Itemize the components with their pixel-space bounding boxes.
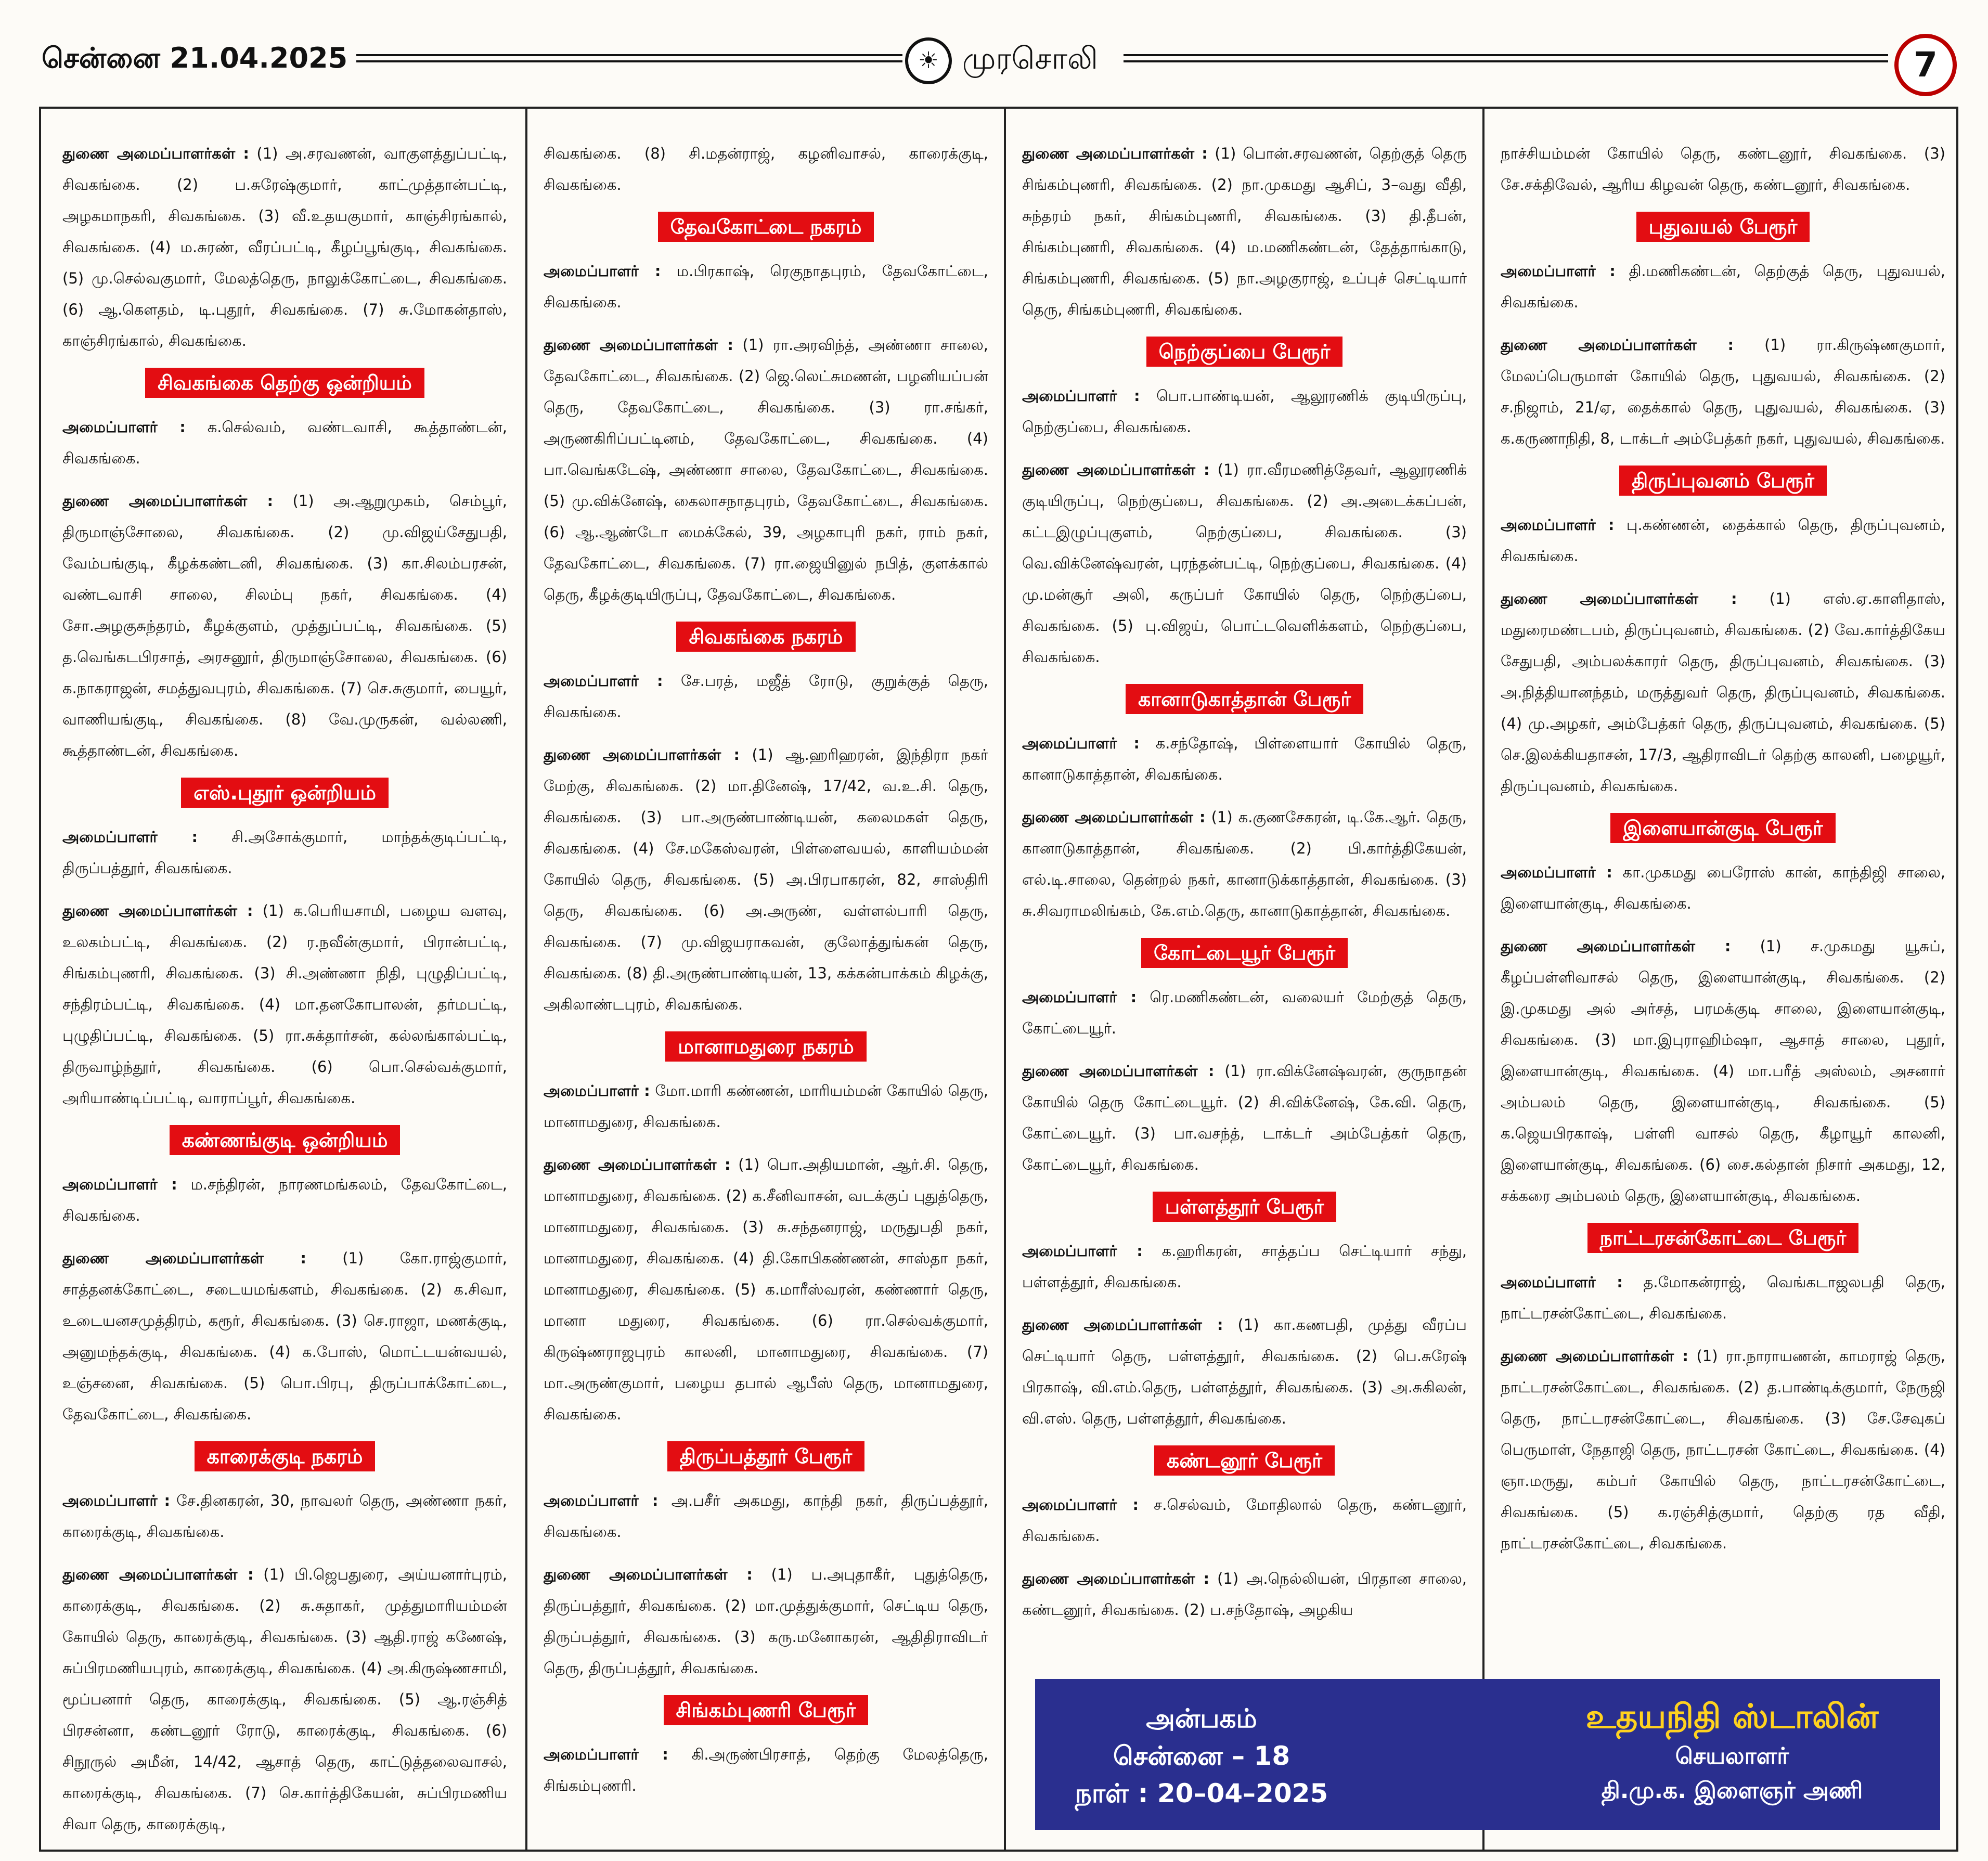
entry-text: (1) பி.ஜெபதுரை, அய்யனார்புரம், காரைக்குடி, சிவகங்கை. (2) சு.சுதாகர், முத்துமாரியம்மன் கோயில் தெரு, காரைக்குடி, சிவகங்கை. (3) ஆதி.ராஜ் கணேஷ், சுப்பிரமணியபுரம், காரைக்குடி, சிவகங்கை. (4) அ.கிருஷ்ணசாமி, மூப்பனார் தெரு, காரைக்குடி, சிவகங்கை. (5) ஆ.ரஞ்சித் பிரசன்னா, கண்டனூர் ரோடு, காரைக்குடி, சிவகங்கை. (6) சிநூருல் அமீன், 14/42, ஆசாத் தெரு, காட்டுத்தலைவாசல், காரைக்குடி, சிவகங்கை. (7) செ.கார்த்திகேயன், சுப்பிரமணிய சிவா தெரு, காரைக்குடி, xyxy=(62,1566,507,1833)
entry-text: சிவகங்கை. (8) சி.மதன்ராஜ், கழனிவாசல், காரைக்குடி, சிவகங்கை. xyxy=(544,145,988,193)
organiser-label: அமைப்பாளர் : xyxy=(1501,516,1615,534)
organiser-entry xyxy=(544,1739,988,1801)
masthead-rule-right xyxy=(1124,54,1888,56)
column-rule xyxy=(525,107,527,1852)
page-number: 7 xyxy=(1894,34,1957,96)
masthead-rule-left-2 xyxy=(356,60,902,62)
signature-box xyxy=(1035,1679,1940,1830)
newspaper-name: முரசொலி xyxy=(962,41,1098,76)
deputy-organisers-label: துணை அமைப்பாளர்கள் : xyxy=(1501,590,1737,608)
signature-address xyxy=(1056,1700,1347,1812)
deputy-organisers-label: துணை அமைப்பாளர்கள் : xyxy=(1022,808,1206,826)
deputy-organisers-entry xyxy=(1022,1563,1467,1625)
deputy-organisers-entry xyxy=(1501,583,1945,802)
entry-text: (1) எஸ்.ஏ.காளிதாஸ், மதுரைமண்டபம், திருப்புவனம், சிவகங்கை. (2) வே.கார்த்திகேய சேதுபதி, அம்பலக்காரர் தெரு, திருப்புவனம், சிவகங்கை. (3) அ.நித்தியானந்தம், மருத்துவர் தெரு, திருப்புவனம், சிவகங்கை. (4) மு.அழகர், அம்பேத்கர் தெரு, திருப்புவனம், சிவகங்கை. (5) செ.இலக்கியதாசன், 17/3, ஆதிராவிடர் தெற்கு காலனி, பழையூர், திருப்புவனம், சிவகங்கை. xyxy=(1501,590,1945,795)
organiser-entry xyxy=(1501,857,1945,919)
deputy-organisers-label: துணை அமைப்பாளர்கள் : xyxy=(1501,1347,1689,1365)
deputy-organisers-label: துணை அமைப்பாளர்கள் : xyxy=(62,902,253,920)
deputy-organisers-entry xyxy=(1501,329,1945,454)
organiser-label: அமைப்பாளர் : xyxy=(1022,988,1137,1006)
organiser-entry xyxy=(544,255,988,318)
entry-text: (1) அ.நெல்லியன், பிரதான சாலை, கண்டனூர், சிவகங்கை. (2) ப.சந்தோஷ், அழகிய xyxy=(1022,1570,1467,1619)
entry-text: (1) க.குணசேகரன், டி.கே.ஆர். தெரு, கானாடுகாத்தான், சிவகங்கை. (2) பி.கார்த்திகேயன், எல்.டி.சாலை, தென்றல் நகர், கானாடுக்காத்தான், சிவகங்கை. (3) சு.சிவராமலிங்கம், கே.எம்.தெரு, கானாடுகாத்தான், சிவகங்கை. xyxy=(1022,808,1467,920)
section-heading: கோட்டையூர் பேரூர் xyxy=(1141,938,1348,968)
entry-text: மோ.மாரி கண்ணன், மாரியம்மன் கோயில் தெரு, மானாமதுரை, சிவகங்கை. xyxy=(544,1082,988,1131)
section-heading: புதுவயல் பேரூர் xyxy=(1636,212,1810,242)
organiser-entry xyxy=(1022,728,1467,790)
organiser-label: அமைப்பாளர் : xyxy=(1501,262,1616,280)
entry-text: (1) ஆ.ஹரிஹரன், இந்திரா நகர் மேற்கு, சிவகங்கை. (2) மா.தினேஷ், 17/42, வ.உ.சி. தெரு, சிவகங்கை. (3) பா.அருண்பாண்டியன், கலைமகள் தெரு, சிவகங்கை. (4) சே.மகேஸ்வரன், பிள்ளைவயல், காளியம்மன் கோயில் தெரு, சிவகங்கை. (5) அ.பிரபாகரன், 82, சாஸ்திரி தெரு, சிவகங்கை. (6) அ.அருண், வள்ளல்பாரி தெரு, சிவகங்கை. (7) மு.விஜயராகவன், குலோத்துங்கன் தெரு, சிவகங்கை. (8) தி.அருண்பாண்டியன், 13, கக்கன்பாக்கம் கிழக்கு, அகிலாண்டபுரம், சிவகங்கை. xyxy=(544,746,988,1013)
organiser-label: அமைப்பாளர் : xyxy=(1501,1273,1623,1291)
deputy-organisers-label: துணை அமைப்பாளர்கள் : xyxy=(62,492,274,510)
organiser-label: அமைப்பாளர் : xyxy=(62,828,198,846)
dateline: சென்னை 21.04.2025 xyxy=(42,42,348,74)
entry-text: (1) பொன்.சரவணன், தெற்குத் தெரு சிங்கம்புணரி, சிவகங்கை. (2) நா.முகமது ஆசிப், 3–வது வீதி, சுந்தரம் நகர், சிங்கம்புணரி, சிவகங்கை. (3) தி.தீபன், சிங்கம்புணரி, சிவகங்கை. (4) ம.மணிகண்டன், தேத்தாங்காடு, சிங்கம்புணரி, சிவகங்கை. (5) நா.அழகுராஜ், உப்புச் செட்டியார் தெரு, சிங்கம்புணரி, சிவகங்கை. xyxy=(1022,145,1467,318)
organiser-label: அமைப்பாளர் : xyxy=(1022,1496,1139,1514)
deputy-organisers-label: துணை அமைப்பாளர்கள் : xyxy=(544,1156,731,1173)
organiser-label: அமைப்பாளர் : xyxy=(62,418,186,436)
address-date: நாள் : 20–04–2025 xyxy=(1075,1778,1328,1808)
entry-text: நாச்சியம்மன் கோயில் தெரு, கண்டனூர், சிவகங்கை. (3) சே.சக்திவேல், ஆரிய கிழவன் தெரு, கண்டனூர், சிவகங்கை. xyxy=(1501,145,1945,193)
entry-text: (1) ரா.கிருஷ்ணகுமார், மேலப்பெருமாள் கோயில் தெரு, புதுவயல், சிவகங்கை. (2) ச.நிஜாம், 21/ஏ, தைக்கால் தெரு, புதுவயல், சிவகங்கை. (3) க.கருணாநிதி, 8, டாக்டர் அம்பேத்கர் நகர், புதுவயல், சிவகங்கை. xyxy=(1501,336,1945,447)
section-heading: சிவகங்கை தெற்கு ஒன்றியம் xyxy=(145,368,424,398)
column-2 xyxy=(544,138,988,1844)
section-heading: திருப்பத்தூர் பேரூர் xyxy=(667,1441,865,1471)
deputy-organisers-label: துணை அமைப்பாளர்கள் : xyxy=(1022,145,1208,162)
section-heading: பள்ளத்தூர் பேரூர் xyxy=(1153,1192,1336,1222)
organiser-entry xyxy=(62,821,507,884)
organiser-label: அமைப்பாளர் : xyxy=(544,1492,659,1509)
entry-text: (1) அ.ஆறுமுகம், செம்பூர், திருமாஞ்சோலை, சிவகங்கை. (2) மு.விஜய்சேதுபதி, வேம்பங்குடி, கீழக்கண்டனி, சிவகங்கை. (3) கா.சிலம்பரசன், வண்டவாசி சாலை, சிலம்பு நகர், சிவகங்கை. (4) சோ.அழகுசுந்தரம், கீழக்குளம், முத்துப்பட்டி, சிவகங்கை. (5) த.வெங்கடபிரசாத், அரசனூர், திருமாஞ்சோலை, சிவகங்கை. (6) க.நாகராஜன், சமத்துவபுரம், சிவகங்கை. (7) செ.சுகுமார், பையூர், வாணியங்குடி, சிவகங்கை. (8) வே.முருகன், வல்லணி, கூத்தாண்டன், சிவகங்கை. xyxy=(62,492,507,759)
entry-text: கா.முகமது பைரோஸ் கான், காந்திஜி சாலை, இளையான்குடி, சிவகங்கை. xyxy=(1501,863,1945,912)
section-heading: திருப்புவனம் பேரூர் xyxy=(1619,466,1827,496)
organiser-entry xyxy=(544,1485,988,1547)
organiser-entry xyxy=(62,411,507,474)
entry-text: (1) அ.சரவணன், வாகுளத்துப்பட்டி, சிவகங்கை. (2) ப.சுரேஷ்குமார், காட்முத்தான்பட்டி, அழகமாநகரி, சிவகங்கை. (3) வீ.உதயகுமார், காஞ்சிரங்கால், சிவகங்கை. (4) ம.சுரண், வீரப்பட்டி, கீழப்பூங்குடி, சிவகங்கை. (5) மு.செல்வகுமார், மேலத்தெரு, நாலுக்கோட்டை, சிவகங்கை. (6) ஆ.கௌதம், டி.புதூர், சிவகங்கை. (7) சு.மோகன்தாஸ், காஞ்சிரங்கால், சிவகங்கை. xyxy=(62,145,507,350)
signatory-title: செயலாளர் xyxy=(1675,1743,1789,1769)
deputy-organisers-entry xyxy=(62,138,507,356)
signatory-name: உதயநிதி ஸ்டாலின் xyxy=(1585,1698,1879,1736)
organiser-label: அமைப்பாளர் : xyxy=(544,672,663,690)
organiser-entry xyxy=(1501,255,1945,318)
organiser-entry xyxy=(62,1169,507,1231)
entry-text: க.சந்தோஷ், பிள்ளையார் கோயில் தெரு, கானாடுகாத்தான், சிவகங்கை. xyxy=(1022,734,1467,783)
organiser-entry xyxy=(544,665,988,728)
organiser-label: அமைப்பாளர் : xyxy=(544,1082,650,1100)
organiser-entry xyxy=(1022,1489,1467,1552)
rising-sun-logo-icon: ☀ xyxy=(905,37,952,84)
entry-text: (1) ரா.விக்னேஷ்வரன், குருநாதன் கோயில் தெரு கோட்டையூர். (2) சி.விக்னேஷ், கே.வி. தெரு, கோட்டையூர். (3) பா.வசந்த், டாக்டர் அம்பேத்கர் தெரு, கோட்டையூர், சிவகங்கை. xyxy=(1022,1062,1467,1173)
entry-text: கி.அருண்பிரசாத், தெற்கு மேலத்தெரு, சிங்கம்புணரி. xyxy=(544,1746,988,1794)
section-heading: நாட்டரசன்கோட்டை பேரூர் xyxy=(1587,1223,1859,1253)
deputy-organisers-entry xyxy=(1022,138,1467,325)
section-heading: மானாமதுரை நகரம் xyxy=(665,1031,866,1062)
deputy-organisers-entry xyxy=(62,1559,507,1840)
deputy-organisers-entry xyxy=(544,1559,988,1684)
column-rule xyxy=(1004,107,1006,1852)
entry-text: (1) கோ.ராஜ்குமார், சாத்தனக்கோட்டை, சடையமங்களம், சிவகங்கை. (2) க.சிவா, உடையனசமுத்திரம், கரூர், சிவகங்கை. (3) செ.ராஜா, மணக்குடி, அனுமந்தக்குடி, சிவகங்கை. (4) க.போஸ், மொட்டயன்வயல், உஞ்சனை, சிவகங்கை. (5) பொ.பிரபு, திருப்பாக்கோட்டை, தேவகோட்டை, சிவகங்கை. xyxy=(62,1249,507,1423)
entry-text: பு.கண்ணன், தைக்கால் தெரு, திருப்புவனம், சிவகங்கை. xyxy=(1501,516,1945,565)
organiser-label: அமைப்பாளர் : xyxy=(1022,734,1140,752)
section-heading: நெற்குப்பை பேரூர் xyxy=(1146,337,1343,367)
masthead-rule-left xyxy=(356,54,902,56)
entry-text: சே.பரத், மஜீத் ரோடு, குறுக்குத் தெரு, சிவகங்கை. xyxy=(544,672,988,721)
deputy-organisers-label: துணை அமைப்பாளர்கள் : xyxy=(1022,1570,1210,1587)
signatory-organisation: தி.மு.க. இளைஞர் அணி xyxy=(1601,1777,1863,1804)
deputy-organisers-label: துணை அமைப்பாளர்கள் : xyxy=(62,145,249,162)
deputy-organisers-label: துணை அமைப்பாளர்கள் : xyxy=(1501,937,1731,955)
entry-text: க.ஹரிகரன், சாத்தப்ப செட்டியார் சந்து, பள்ளத்தூர், சிவகங்கை. xyxy=(1022,1242,1467,1291)
entry-text: (1) பொ.அதியமான், ஆர்.சி. தெரு, மானாமதுரை, சிவகங்கை. (2) க.சீனிவாசன், வடக்குப் புதுத்தெரு, மானாமதுரை, சிவகங்கை. (3) சு.சந்தனராஜ், மருதுபதி நகர், மானாமதுரை, சிவகங்கை. (4) தி.கோபிகண்ணன், சாஸ்தா நகர், மானாமதுரை, சிவகங்கை. (5) க.மாரீஸ்வரன், கண்ணார் தெரு, மானா மதுரை, சிவகங்கை. (6) ரா.செல்வக்குமார், கிருஷ்ணராஜபுரம் காலனி, மானாமதுரை, சிவகங்கை. (7) மா.அருண்குமார், பழைய தபால் ஆபீஸ் தெரு, மானாமதுரை, சிவகங்கை. xyxy=(544,1156,988,1423)
organiser-entry xyxy=(1501,1266,1945,1329)
deputy-organisers-label: துணை அமைப்பாளர்கள் : xyxy=(544,746,740,764)
entry-text: (1) கா.கணபதி, முத்து வீரப்ப செட்டியார் தெரு, பள்ளத்தூர், சிவகங்கை. (2) பெ.சுரேஷ் பிரகாஷ், வி.எம்.தெரு, பள்ளத்தூர், சிவகங்கை. (3) அ.சுகிலன், வி.எஸ். தெரு, பள்ளத்தூர், சிவகங்கை. xyxy=(1022,1316,1467,1427)
entry-text: (1) ரா.வீரமணித்தேவர், ஆலூரணிக் குடியிருப்பு, நெற்குப்பை, சிவகங்கை. (2) அ.அடைக்கப்பன், கட்டஇழுப்புகுளம், நெற்குப்பை, சிவகங்கை. (3) வெ.விக்னேஷ்வரன், புரந்தன்பட்டி, நெற்குப்பை, சிவகங்கை. (4) மு.மன்சூர் அலி, கருப்பர் கோயில் தெரு, நெற்குப்பை, சிவகங்கை. (5) பு.விஜய், பொட்டவெளிக்களம், நெற்குப்பை, சிவகங்கை. xyxy=(1022,461,1467,666)
column-1 xyxy=(62,138,507,1844)
deputy-organisers-label: துணை அமைப்பாளர்கள் : xyxy=(62,1249,306,1267)
organiser-label: அமைப்பாளர் : xyxy=(1022,1242,1143,1260)
continued-text xyxy=(544,138,988,200)
entry-text: (1) ரா.அரவிந்த், அண்ணா சாலை, தேவகோட்டை, சிவகங்கை. (2) ஜெ.லெட்சுமணன், பழனியப்பன் தெரு, தேவகோட்டை, சிவகங்கை. (3) ரா.சங்கர், அருணகிரிப்பட்டினம், தேவகோட்டை, சிவகங்கை. (4) பா.வெங்கடேஷ், அண்ணா சாலை, தேவகோட்டை, சிவகங்கை. (5) மு.விக்னேஷ், கைலாசநாதபுரம், தேவகோட்டை, சிவகங்கை. (6) ஆ.ஆண்டோ மைக்கேல், 39, அழகாபுரி நகர், ராம் நகர், தேவகோட்டை, சிவகங்கை. (7) ரா.ஜையினுல் நபித், குளக்கால் தெரு, கீழக்குடியிருப்பு, தேவகோட்டை, சிவகங்கை. xyxy=(544,336,988,603)
deputy-organisers-entry xyxy=(544,739,988,1020)
entry-text: தி.மணிகண்டன், தெற்குத் தெரு, புதுவயல், சிவகங்கை. xyxy=(1501,262,1945,311)
organiser-entry xyxy=(1501,509,1945,572)
section-heading: இளையான்குடி பேரூர் xyxy=(1610,813,1835,843)
entry-text: (1) ப.அபுதாகீர், புதுத்தெரு, திருப்பத்தூர், சிவகங்கை. (2) மா.முத்துக்குமார், செட்டிய தெரு, திருப்பத்தூர், சிவகங்கை. (3) கரு.மனோகரன், ஆதிதிராவிடர் தெரு, திருப்பத்தூர், சிவகங்கை. xyxy=(544,1566,988,1677)
entry-text: பொ.பாண்டியன், ஆலூரணிக் குடியிருப்பு, நெற்குப்பை, சிவகங்கை. xyxy=(1022,387,1467,436)
deputy-organisers-label: துணை அமைப்பாளர்கள் : xyxy=(1022,461,1210,479)
masthead-rule-right-2 xyxy=(1124,60,1888,62)
deputy-organisers-label: துணை அமைப்பாளர்கள் : xyxy=(544,336,733,354)
entry-text: ம.பிரகாஷ், ரெகுநாதபுரம், தேவகோட்டை, சிவகங்கை. xyxy=(544,262,988,311)
entry-text: ச.செல்வம், மோதிலால் தெரு, கண்டனூர், சிவகங்கை. xyxy=(1022,1496,1467,1545)
section-heading: கானாடுகாத்தான் பேரூர் xyxy=(1126,684,1363,714)
organiser-label: அமைப்பாளர் : xyxy=(62,1492,171,1509)
deputy-organisers-entry xyxy=(62,1243,507,1430)
deputy-organisers-label: துணை அமைப்பாளர்கள் : xyxy=(62,1566,254,1583)
address-line-2: சென்னை – 18 xyxy=(1113,1741,1290,1771)
entry-text: (1) ரா.நாராயணன், காமராஜ் தெரு, நாட்டரசன்கோட்டை, சிவகங்கை. (2) த.பாண்டிக்குமார், நேருஜி தெரு, நாட்டரசன்கோட்டை, சிவகங்கை. (3) சே.சேவுகப் பெருமாள், நேதாஜி தெரு, நாட்டரசன் கோட்டை, சிவகங்கை. (4) ஞா.மருது, கம்பர் கோயில் தெரு, நாட்டரசன்கோட்டை, சிவகங்கை. (5) க.ரஞ்சித்குமார், தெற்கு ரத வீதி, நாட்டரசன்கோட்டை, சிவகங்கை. xyxy=(1501,1347,1945,1552)
deputy-organisers-label: துணை அமைப்பாளர்கள் : xyxy=(1022,1062,1215,1080)
section-heading: கண்ணங்குடி ஒன்றியம் xyxy=(170,1125,401,1155)
organiser-entry xyxy=(1022,380,1467,443)
organiser-entry xyxy=(1022,981,1467,1044)
organiser-label: அமைப்பாளர் : xyxy=(1022,387,1140,405)
entry-text: க.செல்வம், வண்டவாசி, கூத்தாண்டன், சிவகங்கை. xyxy=(62,418,507,467)
section-heading: எஸ்.புதூர் ஒன்றியம் xyxy=(181,778,389,808)
deputy-organisers-entry xyxy=(1501,930,1945,1211)
entry-text: (1) க.பெரியசாமி, பழைய வளவு, உலகம்பட்டி, சிவகங்கை. (2) ர.நவீன்குமார், பிரான்பட்டி, சிங்கம்புணரி, சிவகங்கை. (3) சி.அண்ணா நிதி, புழுதிப்பட்டி, சந்திரம்பட்டி, சிவகங்கை. (4) மா.தனகோபாலன், தர்மபட்டி, புழுதிப்பட்டி, சிவகங்கை. (5) ரா.சுக்தார்சன், கல்லங்கால்பட்டி, திருவாழ்ந்தூர், சிவகங்கை. (6) பொ.செல்வக்குமார், அரியாண்டிப்பட்டி, வாராப்பூர், சிவகங்கை. xyxy=(62,902,507,1107)
deputy-organisers-entry xyxy=(544,1149,988,1430)
column-4 xyxy=(1501,138,1945,1844)
section-heading: சிங்கம்புணரி பேரூர் xyxy=(664,1695,869,1725)
organiser-entry xyxy=(62,1485,507,1547)
deputy-organisers-entry xyxy=(62,895,507,1114)
entry-text: சி.அசோக்குமார், மாந்தக்குடிப்பட்டி, திருப்பத்தூர், சிவகங்கை. xyxy=(62,828,507,877)
section-heading: சிவகங்கை நகரம் xyxy=(676,622,855,652)
address-line-1: அன்பகம் xyxy=(1146,1703,1257,1734)
deputy-organisers-entry xyxy=(62,485,507,766)
deputy-organisers-entry xyxy=(1022,454,1467,673)
entry-text: (1) ச.முகமது யூசுப், கீழப்பள்ளிவாசல் தெரு, இளையான்குடி, சிவகங்கை. (2) இ.முகமது அல் அர்சத், பரமக்குடி சாலை, இளையான்குடி, சிவகங்கை. (3) மா.இபுராஹிம்ஷா, ஆசாத் சாலை, புதூர், இளையான்குடி, சிவகங்கை. (4) மா.பரீத் அஸ்லம், அசனார் அம்பலம் தெரு, இளையான்குடி, சிவகங்கை. (5) க.ஜெயபிரகாஷ், பள்ளி வாசல் தெரு, கீழாயூர் காலனி, இளையான்குடி, சிவகங்கை. (6) சை.கல்தான் நிசார் அகமது, 12, சக்கரை அம்பலம் தெரு, இளையான்குடி, சிவகங்கை. xyxy=(1501,937,1945,1205)
organiser-entry xyxy=(544,1075,988,1138)
organiser-label: அமைப்பாளர் : xyxy=(1501,863,1612,881)
section-heading: கண்டனூர் பேரூர் xyxy=(1154,1445,1335,1476)
deputy-organisers-entry xyxy=(1022,802,1467,926)
entry-text: ம.சந்திரன், நாரணமங்கலம், தேவகோட்டை, சிவகங்கை. xyxy=(62,1175,507,1224)
entry-text: சே.தினகரன், 30, நாவலர் தெரு, அண்ணா நகர், காரைக்குடி, சிவகங்கை. xyxy=(62,1492,507,1541)
deputy-organisers-entry xyxy=(1501,1340,1945,1559)
deputy-organisers-label: துணை அமைப்பாளர்கள் : xyxy=(1022,1316,1223,1334)
organiser-label: அமைப்பாளர் : xyxy=(544,1746,668,1763)
column-rule xyxy=(1482,107,1484,1852)
deputy-organisers-entry xyxy=(1022,1055,1467,1180)
entry-text: அ.பசீர் அகமது, காந்தி நகர், திருப்பத்தூர், சிவகங்கை. xyxy=(544,1492,988,1541)
deputy-organisers-entry xyxy=(544,329,988,610)
deputy-organisers-label: துணை அமைப்பாளர்கள் : xyxy=(544,1566,753,1583)
entry-text: ரெ.மணிகண்டன், வலையர் மேற்குத் தெரு, கோட்டையூர். xyxy=(1022,988,1467,1037)
continued-text xyxy=(1501,138,1945,200)
column-3 xyxy=(1022,138,1467,1844)
masthead xyxy=(0,0,1988,125)
signatory xyxy=(1550,1695,1914,1808)
deputy-organisers-entry xyxy=(1022,1309,1467,1434)
entry-text: த.மோகன்ராஜ், வெங்கடாஜலபதி தெரு, நாட்டரசன்கோட்டை, சிவகங்கை. xyxy=(1501,1273,1945,1322)
organiser-label: அமைப்பாளர் : xyxy=(544,262,661,280)
deputy-organisers-label: துணை அமைப்பாளர்கள் : xyxy=(1501,336,1734,354)
section-heading: தேவகோட்டை நகரம் xyxy=(658,212,874,242)
section-heading: காரைக்குடி நகரம் xyxy=(195,1441,376,1471)
organiser-label: அமைப்பாளர் : xyxy=(62,1175,177,1193)
organiser-entry xyxy=(1022,1235,1467,1298)
